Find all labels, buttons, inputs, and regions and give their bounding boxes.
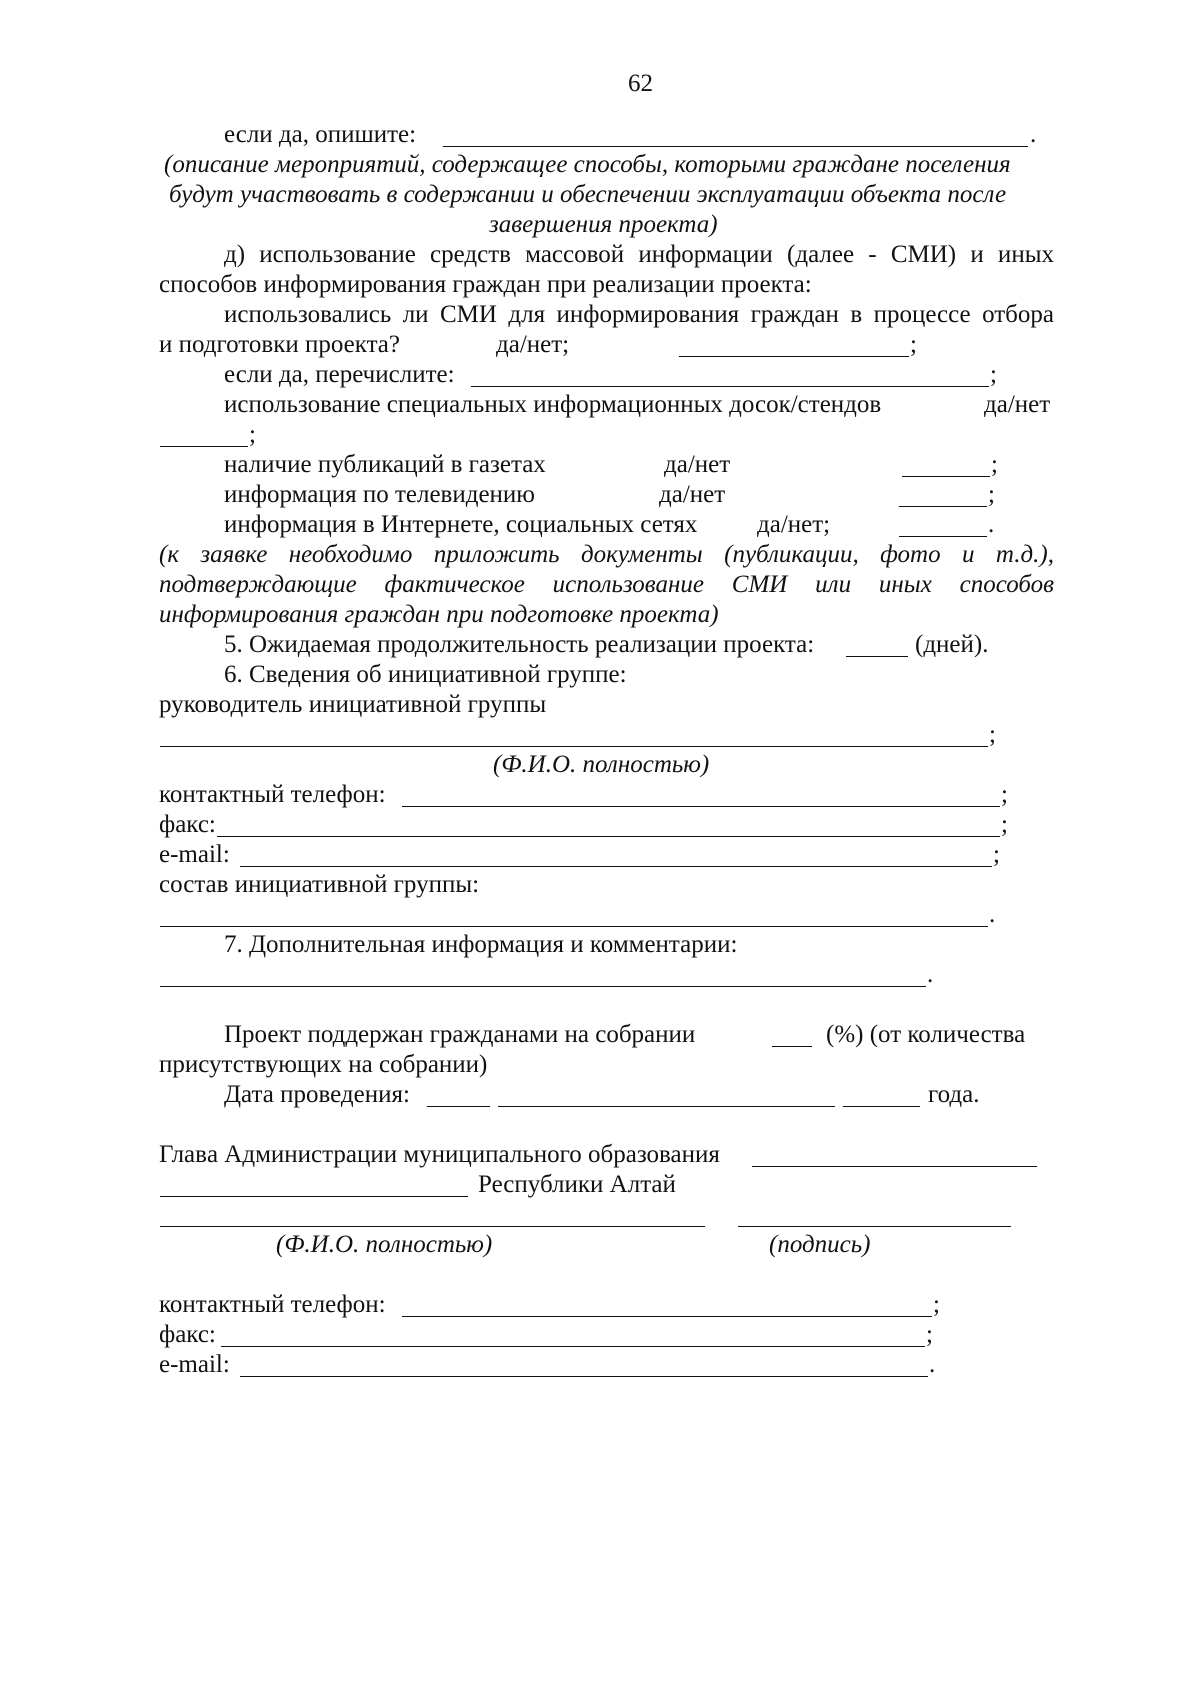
support-text: (%) (от количества <box>826 1021 1026 1048</box>
list-label: если да, перечислите: <box>224 361 455 388</box>
duration-label: 5. Ожидаемая продолжительность реализации проекта: <box>224 631 815 658</box>
duration-unit: (дней). <box>915 631 989 658</box>
tv-blank[interactable] <box>899 506 987 507</box>
head-title: Республики Алтай <box>478 1171 676 1198</box>
internet-answer: да/нет; <box>757 511 831 538</box>
support-text: присутствующих на собрании) <box>159 1051 488 1078</box>
semicolon: ; <box>933 1291 940 1318</box>
semicolon: ; <box>249 421 256 448</box>
tv-label: информация по телевидению <box>224 481 535 508</box>
boards-blank[interactable] <box>160 446 248 447</box>
describe-note-line: будут участвовать в содержании и обеспечении эксплуатации объекта после <box>169 181 1007 208</box>
media-question-line: и подготовки проекта? <box>159 331 401 358</box>
leader-email-blank[interactable] <box>240 866 992 867</box>
date-day-blank[interactable] <box>427 1106 490 1107</box>
internet-label: информация в Интернете, социальных сетях <box>224 511 698 538</box>
head-email-blank[interactable] <box>240 1376 928 1377</box>
members-label: состав инициативной группы: <box>159 871 480 898</box>
leader-phone-blank[interactable] <box>402 806 1000 807</box>
semicolon: ; <box>990 361 997 388</box>
media-heading-line: способов информирования граждан при реализации проекта: <box>159 271 812 298</box>
boards-answer: да/нет <box>984 391 1051 418</box>
describe-period: . <box>1030 121 1037 148</box>
describe-note-line: завершения проекта) <box>489 211 718 238</box>
boards-label: использование специальных информационных досок/стендов <box>224 391 882 418</box>
period: . <box>988 511 995 538</box>
period: . <box>927 961 934 988</box>
leader-fax-label: факс: <box>159 811 216 838</box>
describe-blank[interactable] <box>443 146 1028 147</box>
members-blank[interactable] <box>160 926 988 927</box>
period: . <box>989 901 996 928</box>
media-note-line: (к заявке необходимо приложить документы (публикации, фото и т.д.), <box>159 541 1054 568</box>
semicolon: ; <box>926 1321 933 1348</box>
head-fax-label: факс: <box>159 1321 216 1348</box>
head-fio-hint: (Ф.И.О. полностью) <box>276 1231 493 1258</box>
head-email-label: e-mail: <box>159 1351 230 1378</box>
media-note-line: информирования граждан при подготовке проекта) <box>159 601 719 628</box>
newspapers-label: наличие публикаций в газетах <box>224 451 546 478</box>
date-label: Дата проведения: <box>224 1081 410 1108</box>
semicolon: ; <box>1001 811 1008 838</box>
support-percent-blank[interactable] <box>772 1046 812 1047</box>
municipality-blank[interactable] <box>752 1166 1037 1167</box>
duration-blank[interactable] <box>846 656 908 657</box>
extra-info-title: 7. Дополнительная информация и комментарии: <box>224 931 738 958</box>
newspapers-blank[interactable] <box>902 476 990 477</box>
list-blank[interactable] <box>471 386 989 387</box>
leader-email-label: e-mail: <box>159 841 230 868</box>
leader-blank[interactable] <box>160 746 988 747</box>
head-fax-blank[interactable] <box>221 1346 925 1347</box>
describe-label: если да, опишите: <box>224 121 417 148</box>
newspapers-answer: да/нет <box>664 451 731 478</box>
extra-info-blank[interactable] <box>160 986 926 987</box>
period: . <box>929 1351 936 1378</box>
semicolon: ; <box>910 331 917 358</box>
media-question-line: использовались ли СМИ для информирования граждан в процессе отбора <box>224 301 1054 328</box>
semicolon: ; <box>991 451 998 478</box>
head-phone-label: контактный телефон: <box>159 1291 386 1318</box>
describe-note-line: (описание мероприятий, содержащее способы, которыми граждане поселения <box>164 151 1011 178</box>
media-question-blank[interactable] <box>679 356 909 357</box>
group-section-title: 6. Сведения об инициативной группе: <box>224 661 627 688</box>
page-number: 62 <box>628 70 653 97</box>
head-phone-blank[interactable] <box>402 1316 932 1317</box>
head-sign-hint: (подпись) <box>769 1231 871 1258</box>
leader-fax-blank[interactable] <box>217 836 1000 837</box>
date-month-blank[interactable] <box>498 1106 835 1107</box>
semicolon: ; <box>988 481 995 508</box>
leader-phone-label: контактный телефон: <box>159 781 386 808</box>
tv-answer: да/нет <box>659 481 726 508</box>
media-note-line: подтверждающие фактическое использование СМИ или иных способов <box>159 571 1054 598</box>
media-heading-line: д) использование средств массовой информации (далее - СМИ) и иных <box>224 241 1054 268</box>
date-year-blank[interactable] <box>843 1106 920 1107</box>
semicolon: ; <box>989 721 996 748</box>
internet-blank[interactable] <box>899 536 987 537</box>
head-title: Главa Администрации муниципального образования <box>159 1141 720 1168</box>
leader-fio-hint: (Ф.И.О. полностью) <box>493 751 710 778</box>
head-fio-blank[interactable] <box>160 1226 705 1227</box>
year-word: года. <box>928 1081 980 1108</box>
media-question-answer: да/нет; <box>496 331 570 358</box>
semicolon: ; <box>993 841 1000 868</box>
leader-label: руководитель инициативной группы <box>159 691 547 718</box>
municipality-blank[interactable] <box>160 1196 468 1197</box>
support-text: Проект поддержан гражданами на собрании <box>224 1021 696 1048</box>
semicolon: ; <box>1001 781 1008 808</box>
head-sign-blank[interactable] <box>738 1226 1011 1227</box>
